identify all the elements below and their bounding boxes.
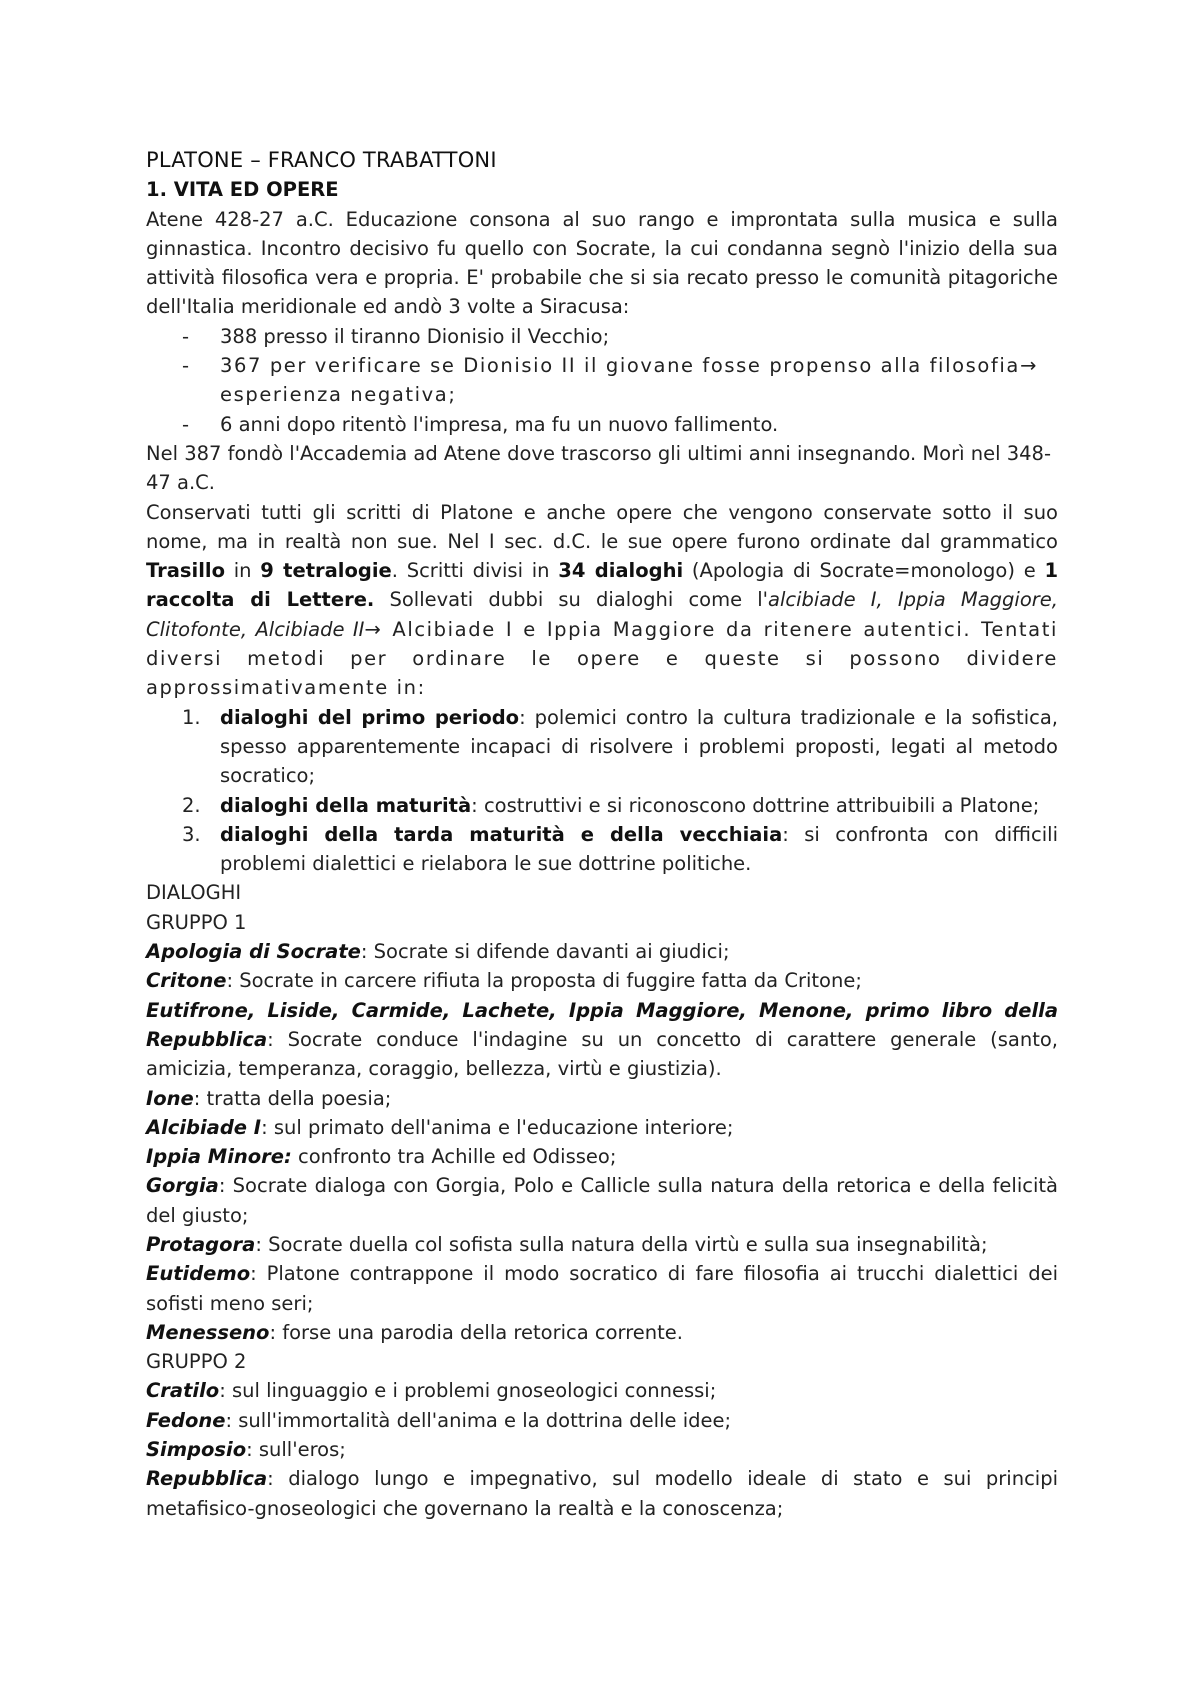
document-title: PLATONE – FRANCO TRABATTONI <box>146 148 497 172</box>
group-heading: GRUPPO 2 <box>146 1350 247 1374</box>
list-item: - 6 anni dopo ritentò l'impresa, ma fu un nuovo fallimento. <box>146 410 1058 439</box>
dialogue-entry: Protagora: Socrate duella col sofista sulla natura della virtù e sulla sua insegnabilità; <box>146 1232 988 1256</box>
dialogue-entry: Ione: tratta della poesia; <box>146 1086 392 1110</box>
list-item: 3. dialoghi della tarda maturità e della vecchiaia: si confronta con difficili problemi dialettici e rielabora le sue dottrine politiche. <box>182 822 1058 876</box>
dialogue-entry: Eutifrone, Liside, Carmide, Lachete, Ippia Maggiore, Menone, primo libro della Repubblica: Socrate conduce l'indagine su un concetto di carattere generale (santo, amicizia, temperanza, coraggio, bellezza, virtù e giustizia). <box>146 998 1058 1081</box>
dialogue-entry: Critone: Socrate in carcere rifiuta la proposta di fuggire fatta da Critone; <box>146 969 862 993</box>
intro-paragraph: Atene 428-27 a.C. Educazione consona al suo rango e improntata sulla musica e sulla ginnastica. Incontro decisivo fu quello con Socrate, la cui condanna segnò l'inizio della sua attività filosofica vera e propria. E' probabile che si sia recato presso le comunità pitagoriche dell'Italia meridionale ed andò 3 volte a Siracusa: <box>146 207 1058 319</box>
italic-term: alcibiade I, Ippia Maggiore, Clitofonte, Alcibiade II <box>146 588 1058 641</box>
list-item: 1. dialoghi del primo periodo: polemici contro la cultura tradizionale e la sofistica, spesso apparentemente incapaci di risolvere i problemi proposti, legati al metodo socratico; <box>182 705 1058 788</box>
list-item: - 367 per verificare se Dionisio II il giovane fosse propenso alla filosofia→ esperienza negativa; <box>146 351 1058 410</box>
dialogue-entry: Apologia di Socrate: Socrate si difende davanti ai giudici; <box>146 940 730 964</box>
syracuse-trips-list <box>146 322 1058 439</box>
group-heading: GRUPPO 1 <box>146 910 247 934</box>
dialogue-entry: Repubblica: dialogo lungo e impegnativo, sul modello ideale di stato e sui principi metafisico-gnoseologici che governano la realtà e la conoscenza; <box>146 1467 1058 1520</box>
section-heading: 1. VITA ED OPERE <box>146 178 339 202</box>
dialogue-entry: Simposio: sull'eros; <box>146 1438 346 1462</box>
list-item: - 388 presso il tiranno Dionisio il Vecchio; <box>146 322 1058 351</box>
bold-term: Trasillo <box>146 559 225 583</box>
dialogue-entry: Menesseno: forse una parodia della retorica corrente. <box>146 1320 683 1344</box>
academy-paragraph: Nel 387 fondò l'Accademia ad Atene dove trascorso gli ultimi anni insegnando. Morì nel 348-47 a.C. <box>146 441 1051 495</box>
bold-term: 9 tetralogie <box>260 559 392 583</box>
dialogue-entry: Cratilo: sul linguaggio e i problemi gnoseologici connessi; <box>146 1379 717 1403</box>
document-page <box>146 146 1058 1523</box>
list-item: 2. dialoghi della maturità: costruttivi e si riconoscono dottrine attribuibili a Platone; <box>182 793 1040 817</box>
dialogue-entry: Fedone: sull'immortalità dell'anima e la dottrina delle idee; <box>146 1408 732 1432</box>
dialogue-entry: Alcibiade I: sul primato dell'anima e l'educazione interiore; <box>146 1115 734 1139</box>
works-paragraph: Conservati tutti gli scritti di Platone e anche opere che vengono conservate sotto il suo nome, ma in realtà non sue. Nel I sec. d.C. le sue opere furono ordinate dal grammatico Trasillo in 9 tetralogie. Scritti divisi in 34 dialoghi (Apologia di Socrate=monologo) e 1 raccolta di Lettere. Sollevati dubbi su dialoghi come l'alcibiade I, Ippia Maggiore, Clitofonte, Alcibiade II→ Alcibiade I e Ippia Maggiore da ritenere autentici. Tentati diversi metodi per ordinare le opere e queste si possono dividere approssimativamente in: <box>146 500 1059 700</box>
dialogue-entry: Ippia Minore: confronto tra Achille ed Odisseo; <box>146 1145 617 1169</box>
dialogue-entry: Eutidemo: Platone contrappone il modo socratico di fare filosofia ai trucchi dialettici dei sofisti meno seri; <box>146 1262 1058 1315</box>
periods-list <box>146 703 1058 879</box>
bold-term: 1 raccolta di Lettere. <box>146 559 1059 612</box>
bold-term: 34 dialoghi <box>558 559 684 583</box>
dialogue-entry: Gorgia: Socrate dialoga con Gorgia, Polo e Callicle sulla natura della retorica e della felicità del giusto; <box>146 1174 1058 1227</box>
dialoghi-heading: DIALOGHI <box>146 881 242 905</box>
